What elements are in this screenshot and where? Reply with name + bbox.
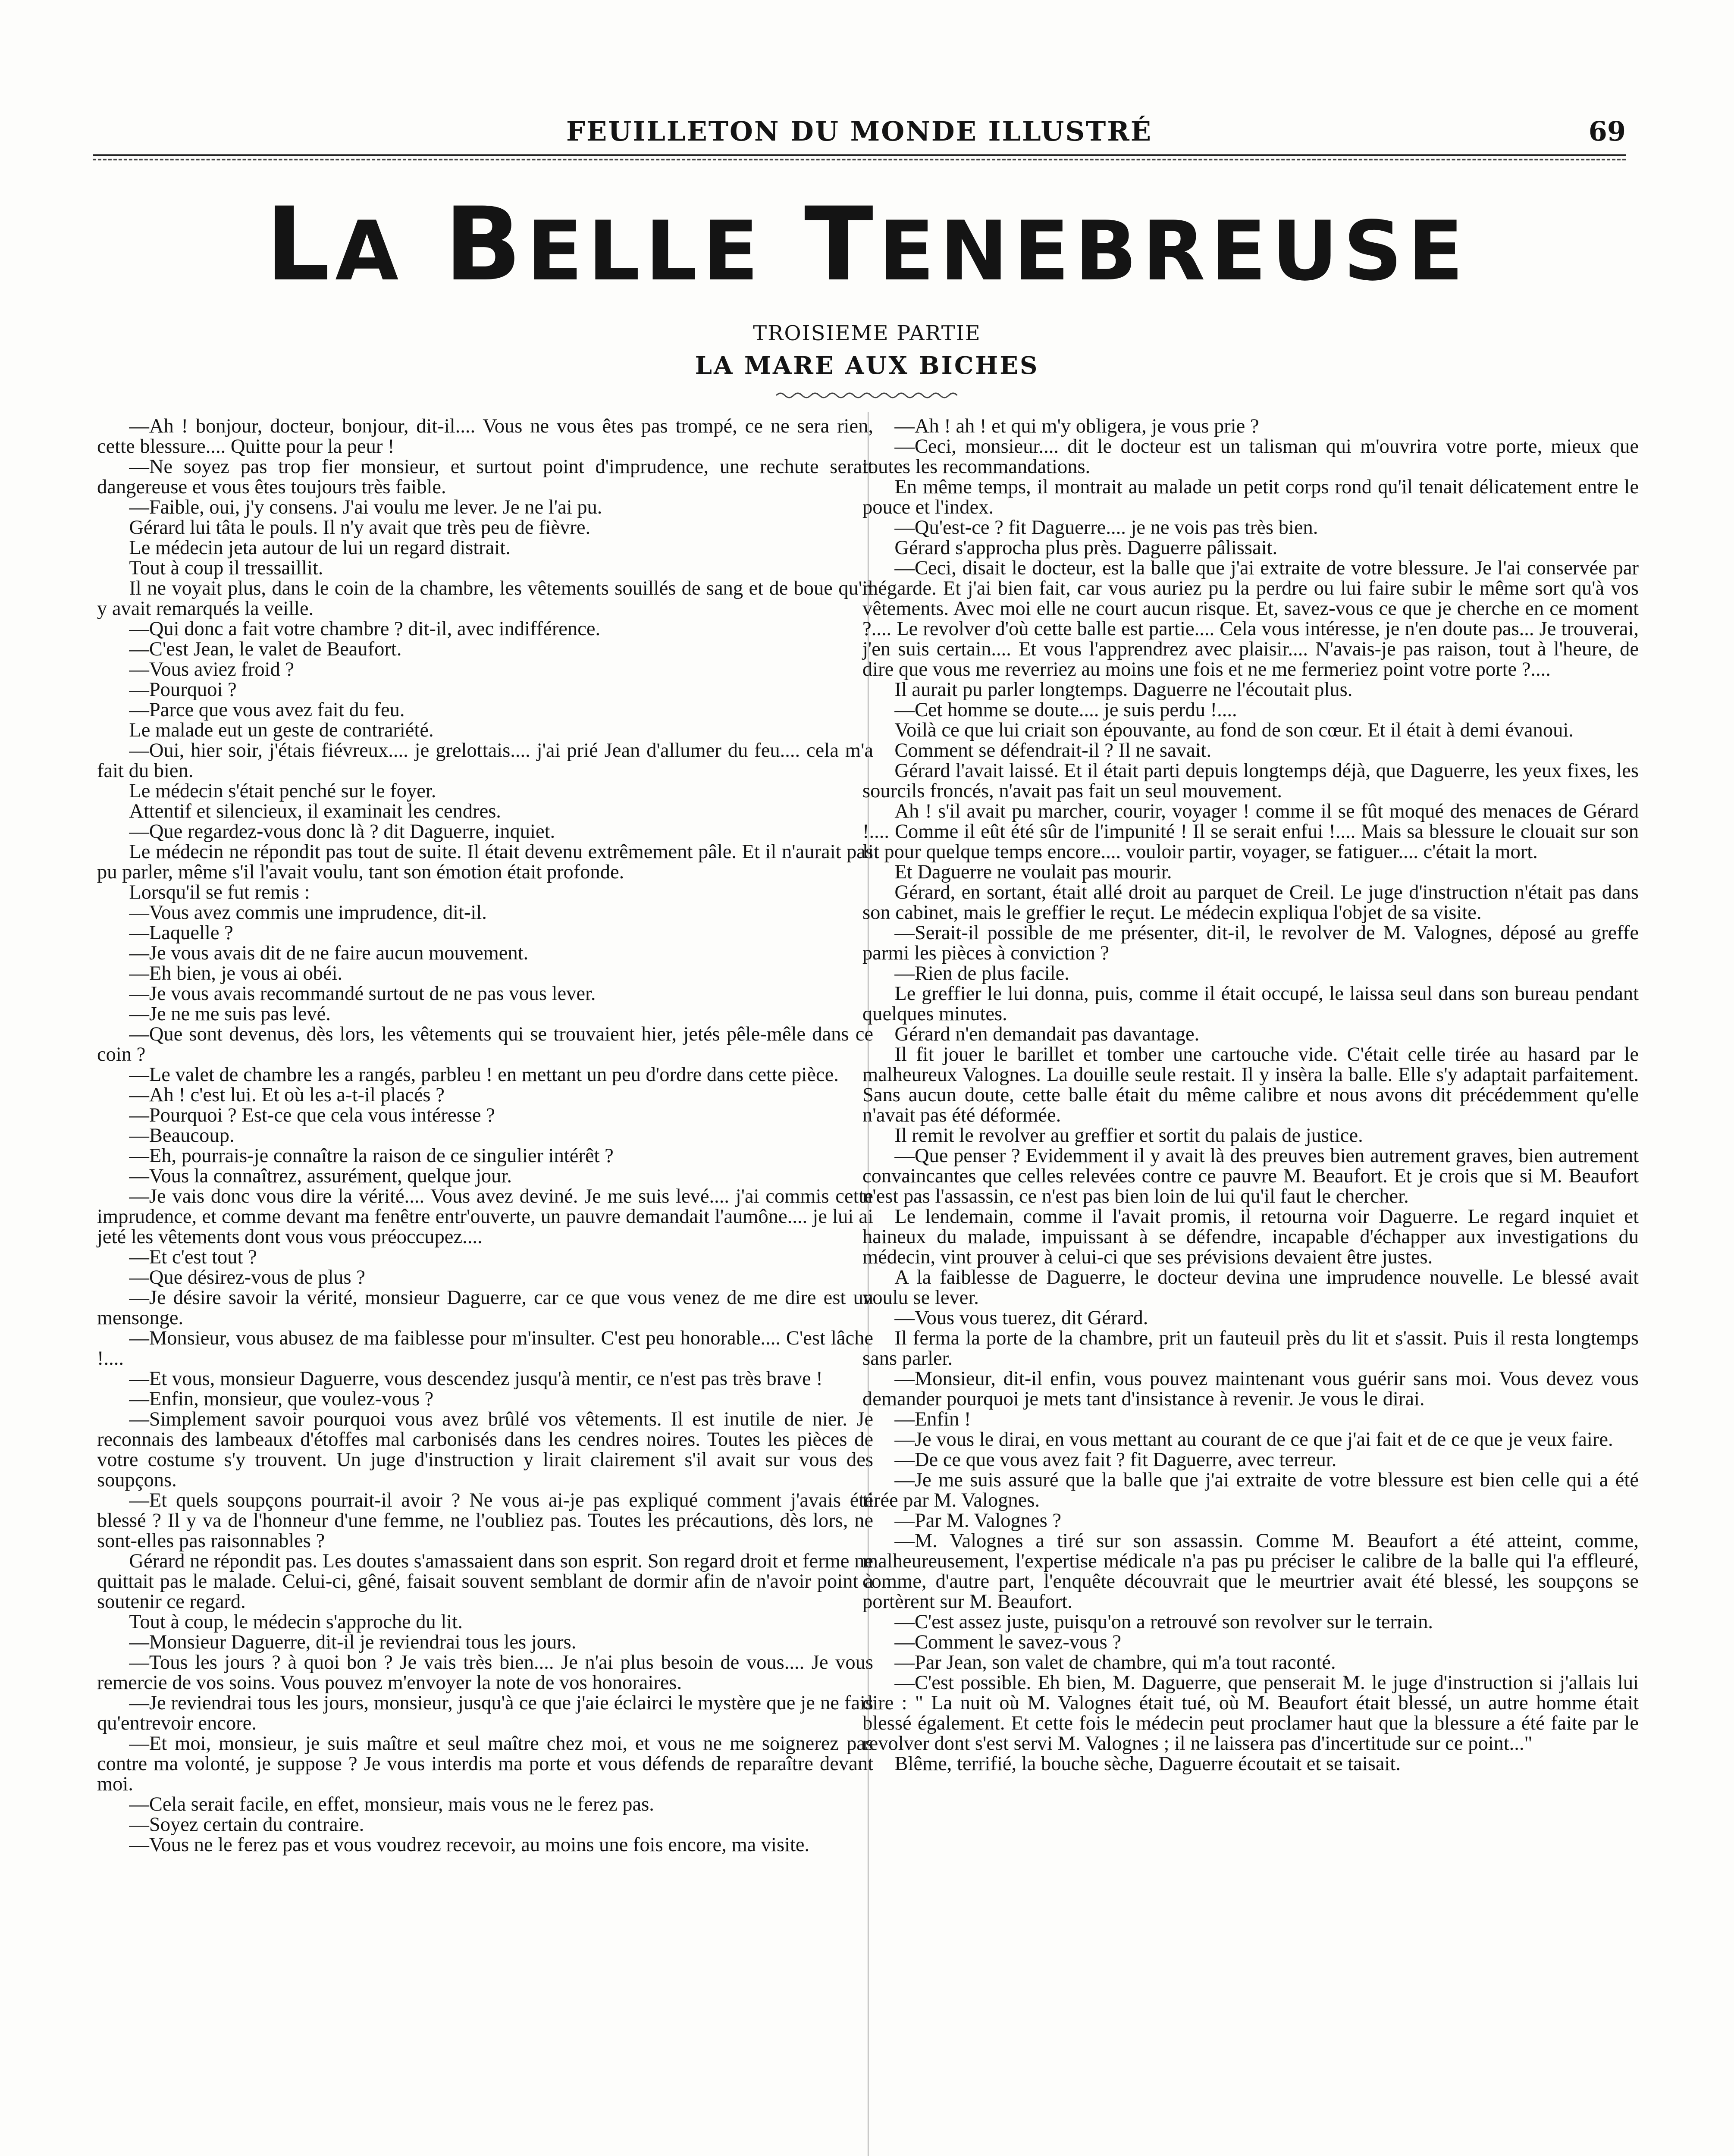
paragraph: Il aurait pu parler longtemps. Daguerre ne l'écoutait plus. [894, 679, 1353, 701]
paragraph: —Monsieur, vous abusez de ma faiblesse pour m'insulter. C'est peu honorable.... C'est lâche !.... [97, 1327, 873, 1369]
paragraph: —Je désire savoir la vérité, monsieur Daguerre, car ce que vous venez de me dire est un mensonge. [97, 1287, 873, 1329]
part-heading: TROISIEME PARTIE [753, 321, 981, 345]
paragraph: —Serait-il possible de me présenter, dit-il, le revolver de M. Valognes, déposé au greffe parmi les pièces à conviction ? [862, 922, 1639, 964]
paragraph: —Oui, hier soir, j'étais fiévreux.... je grelottais.... j'ai prié Jean d'allumer du feu.... cela m'a fait du bien. [97, 740, 873, 782]
paragraph: —Tous les jours ? à quoi bon ? Je vais très bien.... Je n'ai plus besoin de vous.... Je vous remercie de vos soins. Vous pouvez m'envoyer la note de vos honoraires. [97, 1651, 873, 1694]
paragraph: —Je reviendrai tous les jours, monsieur, jusqu'à ce que j'aie éclairci le mystère que je ne fais qu'entrevoir encore. [97, 1692, 873, 1734]
title-rest-1: A [335, 204, 404, 299]
paragraph: —Comment le savez-vous ? [894, 1631, 1121, 1653]
paragraph: —Que penser ? Evidemment il y avait là des preuves bien autrement graves, bien autrement convaincantes que celles relevées contre ce pauvre M. Beaufort. Et je crois que si M. Beaufort n'est pas l'assassin, ce n'est pas bien loin de lui qu'il faut le chercher. [862, 1145, 1639, 1207]
paragraph: Gérard l'avait laissé. Et il était parti depuis longtemps déjà, que Daguerre, les yeux fixes, les sourcils froncés, n'avait pas fait un seul mouvement. [862, 760, 1639, 802]
page-header [93, 116, 1626, 150]
paragraph: Voilà ce que lui criait son épouvante, au fond de son cœur. Et il était à demi évanoui. [894, 719, 1574, 741]
title-rest-2: ELLE [527, 204, 764, 299]
paragraph: —M. Valognes a tiré sur son assassin. Comme M. Beaufort a été atteint, comme, malheureusement, l'expertise médicale n'a pas pu préciser le calibre de la balle qui l'a effleuré, comme, d'autre part, l'enquête découvrait que le meurtrier avait été blessé, les soupçons se portèrent sur M. Beaufort. [862, 1530, 1639, 1613]
paragraph: —Par Jean, son valet de chambre, qui m'a tout raconté. [894, 1651, 1336, 1673]
paragraph: Il remit le revolver au greffier et sortit du palais de justice. [894, 1125, 1363, 1147]
paragraph: Et Daguerre ne voulait pas mourir. [894, 861, 1172, 883]
title-initial-1: L [265, 186, 336, 304]
paragraph: —Vous ne le ferez pas et vous voudrez recevoir, au moins une fois encore, ma visite. [129, 1834, 810, 1856]
paragraph: —Simplement savoir pourquoi vous avez brûlé vos vêtements. Il est inutile de nier. Je reconnais des lambeaux d'étoffes mal carbonisés dans les cendres noires. Toutes les pièces de votre costume s'y trouvent. Un juge d'instruction y lirait clairement s'il avait sur vous des soupçons. [97, 1408, 873, 1491]
paragraph: —Je ne me suis pas levé. [129, 1003, 331, 1025]
paragraph: —Je vous avais dit de ne faire aucun mouvement. [129, 942, 529, 964]
paragraph: —Enfin ! [894, 1408, 971, 1430]
paragraph: —Je me suis assuré que la balle que j'ai extraite de votre blessure est bien celle qui a été tirée par M. Valognes. [862, 1469, 1639, 1511]
paragraph: —Vous aviez froid ? [129, 658, 295, 680]
paragraph: —Le valet de chambre les a rangés, parbleu ! en mettant un peu d'ordre dans cette pièce. [129, 1064, 839, 1086]
left-text-column [97, 416, 873, 1855]
paragraph: —Cela serait facile, en effet, monsieur, mais vous ne le ferez pas. [129, 1793, 654, 1815]
paragraph: —Vous vous tuerez, dit Gérard. [894, 1307, 1148, 1329]
paragraph: Gérard lui tâta le pouls. Il n'y avait que très peu de fièvre. [129, 517, 591, 539]
paragraph: Gérard s'approcha plus près. Daguerre pâlissait. [894, 537, 1278, 559]
running-header-title: FEUILLETON DU MONDE ILLUSTRÉ [566, 116, 1153, 147]
paragraph: —Eh, pourrais-je connaître la raison de ce singulier intérêt ? [129, 1145, 614, 1167]
paragraph: Gérard ne répondit pas. Les doutes s'amassaient dans son esprit. Son regard droit et ferme ne quittait pas le malade. Celui-ci, gêné, faisait souvent semblant de dormir afin de n'avoir point à soutenir ce regard. [97, 1550, 873, 1613]
paragraph: Gérard, en sortant, était allé droit au parquet de Creil. Le juge d'instruction n'était pas dans son cabinet, mais le greffier le reçut. Le médecin expliqua l'objet de sa visite. [862, 881, 1639, 924]
paragraph: Tout à coup il tressaillit. [129, 557, 323, 579]
paragraph: —Que désirez-vous de plus ? [129, 1266, 365, 1288]
paragraph: Comment se défendrait-il ? Il ne savait. [894, 740, 1212, 761]
title-rest-3: ENEBREUSE [878, 204, 1469, 299]
paragraph: —De ce que vous avez fait ? fit Daguerre, avec terreur. [894, 1449, 1337, 1471]
paragraph: —Vous la connaîtrez, assurément, quelque jour. [129, 1165, 512, 1187]
page-number: 69 [1588, 116, 1626, 147]
paragraph: Blême, terrifié, la bouche sèche, Daguerre écoutait et se taisait. [894, 1753, 1401, 1775]
paragraph: —Je vous le dirai, en vous mettant au courant de ce que j'ai fait et de ce que je veux faire. [894, 1429, 1613, 1451]
paragraph: —Vous avez commis une imprudence, dit-il. [129, 902, 487, 924]
paragraph: —Laquelle ? [129, 922, 233, 944]
paragraph: —Ah ! ah ! et qui m'y obligera, je vous prie ? [894, 415, 1259, 437]
paragraph: —Par M. Valognes ? [894, 1510, 1061, 1532]
paragraph: —C'est Jean, le valet de Beaufort. [129, 638, 402, 660]
paragraph: Ah ! s'il avait pu marcher, courir, voyager ! comme il se fût moqué des menaces de Gérard !.... Comme il eût été sûr de l'impunité ! Il se serait enfui !.... Mais sa blessure le clouait sur son lit pour quelque temps encore.... vouloir partir, voyager, se fatiguer.... c'était la mort. [862, 800, 1639, 863]
chapter-heading: LA MARE AUX BICHES [695, 351, 1039, 380]
paragraph: A la faiblesse de Daguerre, le docteur devina une imprudence nouvelle. Le blessé avait voulu se lever. [862, 1266, 1639, 1309]
paragraph: —Ceci, disait le docteur, est la balle que j'ai extraite de votre blessure. Je l'ai conservée par mégarde. Et j'ai bien fait, car vous auriez pu la perdre ou lui faire subir le même sort qu'à vos vêtements. Avec moi elle ne court aucun risque. Et, savez-vous ce que je cherche en ce moment ?.... Le revolver d'où cette balle est partie.... Cela vous intéresse, je n'en doute pas... Je trouverai, j'en suis certain.... Et vous l'apprendrez avec plaisir.... N'avais-je pas raison, tout à l'heure, de dire que vous me reverriez au moins une fois et ne me fermeriez point votre porte ?.... [862, 557, 1639, 680]
paragraph: —Que regardez-vous donc là ? dit Daguerre, inquiet. [129, 821, 555, 843]
paragraph: —Ah ! c'est lui. Et où les a-t-il placés ? [129, 1084, 445, 1106]
paragraph: En même temps, il montrait au malade un petit corps rond qu'il tenait délicatement entre le pouce et l'index. [862, 476, 1639, 518]
paragraph: —Que sont devenus, dès lors, les vêtements qui se trouvaient hier, jetés pêle-mêle dans ce coin ? [97, 1023, 873, 1065]
title-initial-2: B [444, 186, 527, 304]
paragraph: —C'est possible. Eh bien, M. Daguerre, que penserait M. le juge d'instruction si j'allais lui dire : " La nuit où M. Valognes était tué, où M. Beaufort était blessé, un autre homme était blessé également. Et cette fois le médecin peut proclamer haut que la blessure a été faite par le revolver dont s'est servi M. Valognes ; il ne laissera pas d'incertitude sur ce point..." [862, 1672, 1639, 1755]
paragraph: —Monsieur Daguerre, dit-il je reviendrai tous les jours. [129, 1631, 577, 1653]
paragraph: Le médecin s'était penché sur le foyer. [129, 780, 436, 802]
paragraph: —Pourquoi ? [129, 679, 237, 701]
paragraph: Il ferma la porte de la chambre, prit un fauteuil près du lit et s'assit. Puis il resta longtemps sans parler. [862, 1327, 1639, 1369]
title-initial-3: T [804, 186, 879, 304]
paragraph: Le médecin ne répondit pas tout de suite. Il était devenu extrêmement pâle. Et il n'aurait pas pu parler, même s'il l'avait voulu, tant son émotion était profonde. [97, 841, 873, 883]
paragraph: —Enfin, monsieur, que voulez-vous ? [129, 1388, 434, 1410]
paragraph: Il fit jouer le barillet et tomber une cartouche vide. C'était celle tirée au hasard par le malheureux Valognes. La douille seule restait. Il y insèra la balle. Elle s'y adaptait parfaitement. Sans aucun doute, cette balle était du même calibre et nous avons dit précédemment qu'elle n'avait pas été déformée. [862, 1044, 1639, 1126]
story-title [0, 186, 1734, 304]
paragraph: —Qu'est-ce ? fit Daguerre.... je ne vois pas très bien. [894, 517, 1318, 539]
paragraph: Le lendemain, comme il l'avait promis, il retourna voir Daguerre. Le regard inquiet et haineux du malade, impuissant à se défendre, incapable d'échapper aux investigations du médecin, vint prouver à celui-ci que ses prévisions devaient être justes. [862, 1206, 1639, 1268]
paragraph: —Qui donc a fait votre chambre ? dit-il, avec indifférence. [129, 618, 601, 640]
wavy-ornament-icon [776, 390, 957, 401]
paragraph: —Je vais donc vous dire la vérité.... Vous avez deviné. Je me suis levé.... j'ai commis cette imprudence, et comme devant ma fenêtre entr'ouverte, un pauvre demandait l'aumône.... je lui ai jeté les vêtements dont vous vous préoccupez.... [97, 1185, 873, 1248]
paragraph: Le malade eut un geste de contrariété. [129, 719, 434, 741]
paragraph: —Et quels soupçons pourrait-il avoir ? Ne vous ai-je pas expliqué comment j'avais été blessé ? Il y va de l'honneur d'une femme, ne l'oubliez pas. Toutes les précautions, dès lors, ne sont-elles pas raisonnables ? [97, 1489, 873, 1552]
paragraph: Gérard n'en demandait pas davantage. [894, 1023, 1200, 1045]
paragraph: Tout à coup, le médecin s'approche du lit. [129, 1611, 463, 1633]
header-rule-bottom [93, 159, 1626, 160]
paragraph: —Parce que vous avez fait du feu. [129, 699, 405, 721]
paragraph: —Cet homme se doute.... je suis perdu !.... [894, 699, 1237, 721]
paragraph: —Eh bien, je vous ai obéi. [129, 962, 342, 984]
paragraph: —Ceci, monsieur.... dit le docteur est un talisman qui m'ouvrira votre porte, mieux que toutes les recommandations. [862, 436, 1639, 478]
paragraph: —Et c'est tout ? [129, 1246, 257, 1268]
paragraph: —Rien de plus facile. [894, 962, 1069, 984]
paragraph: —Ah ! bonjour, docteur, bonjour, dit-il.... Vous ne vous êtes pas trompé, ce ne sera rien, cette blessure.... Quitte pour la peur ! [97, 415, 873, 458]
paragraph: —Ne soyez pas trop fier monsieur, et surtout point d'imprudence, une rechute serait dangereuse et vous êtes toujours très faible. [97, 456, 873, 498]
right-text-column [862, 416, 1639, 1774]
paragraph: —Et moi, monsieur, je suis maître et seul maître chez moi, et vous ne me soignerez pas contre ma volonté, je suppose ? Je vous interdis ma porte et vous défends de reparaître devant moi. [97, 1733, 873, 1795]
paragraph: —Faible, oui, j'y consens. J'ai voulu me lever. Je ne l'ai pu. [129, 496, 602, 518]
paragraph: Le greffier le lui donna, puis, comme il était occupé, le laissa seul dans son bureau pendant quelques minutes. [862, 983, 1639, 1025]
paragraph: —Je vous avais recommandé surtout de ne pas vous lever. [129, 983, 596, 1005]
paragraph: —C'est assez juste, puisqu'on a retrouvé son revolver sur le terrain. [894, 1611, 1433, 1633]
paragraph: Il ne voyait plus, dans le coin de la chambre, les vêtements souillés de sang et de boue qu'il y avait remarqués la veille. [97, 577, 873, 620]
header-rule-top [93, 154, 1626, 156]
paragraph: —Monsieur, dit-il enfin, vous pouvez maintenant vous guérir sans moi. Vous devez vous demander pourquoi je mets tant d'insistance à revenir. Je vous le dirai. [862, 1368, 1639, 1410]
paragraph: —Beaucoup. [129, 1125, 235, 1147]
paragraph: —Soyez certain du contraire. [129, 1814, 364, 1836]
paragraph: Attentif et silencieux, il examinait les cendres. [129, 800, 501, 822]
paragraph: —Et vous, monsieur Daguerre, vous descendez jusqu'à mentir, ce n'est pas très brave ! [129, 1368, 823, 1390]
paragraph: Le médecin jeta autour de lui un regard distrait. [129, 537, 511, 559]
paragraph: —Pourquoi ? Est-ce que cela vous intéresse ? [129, 1104, 495, 1126]
paragraph: Lorsqu'il se fut remis : [129, 881, 310, 903]
